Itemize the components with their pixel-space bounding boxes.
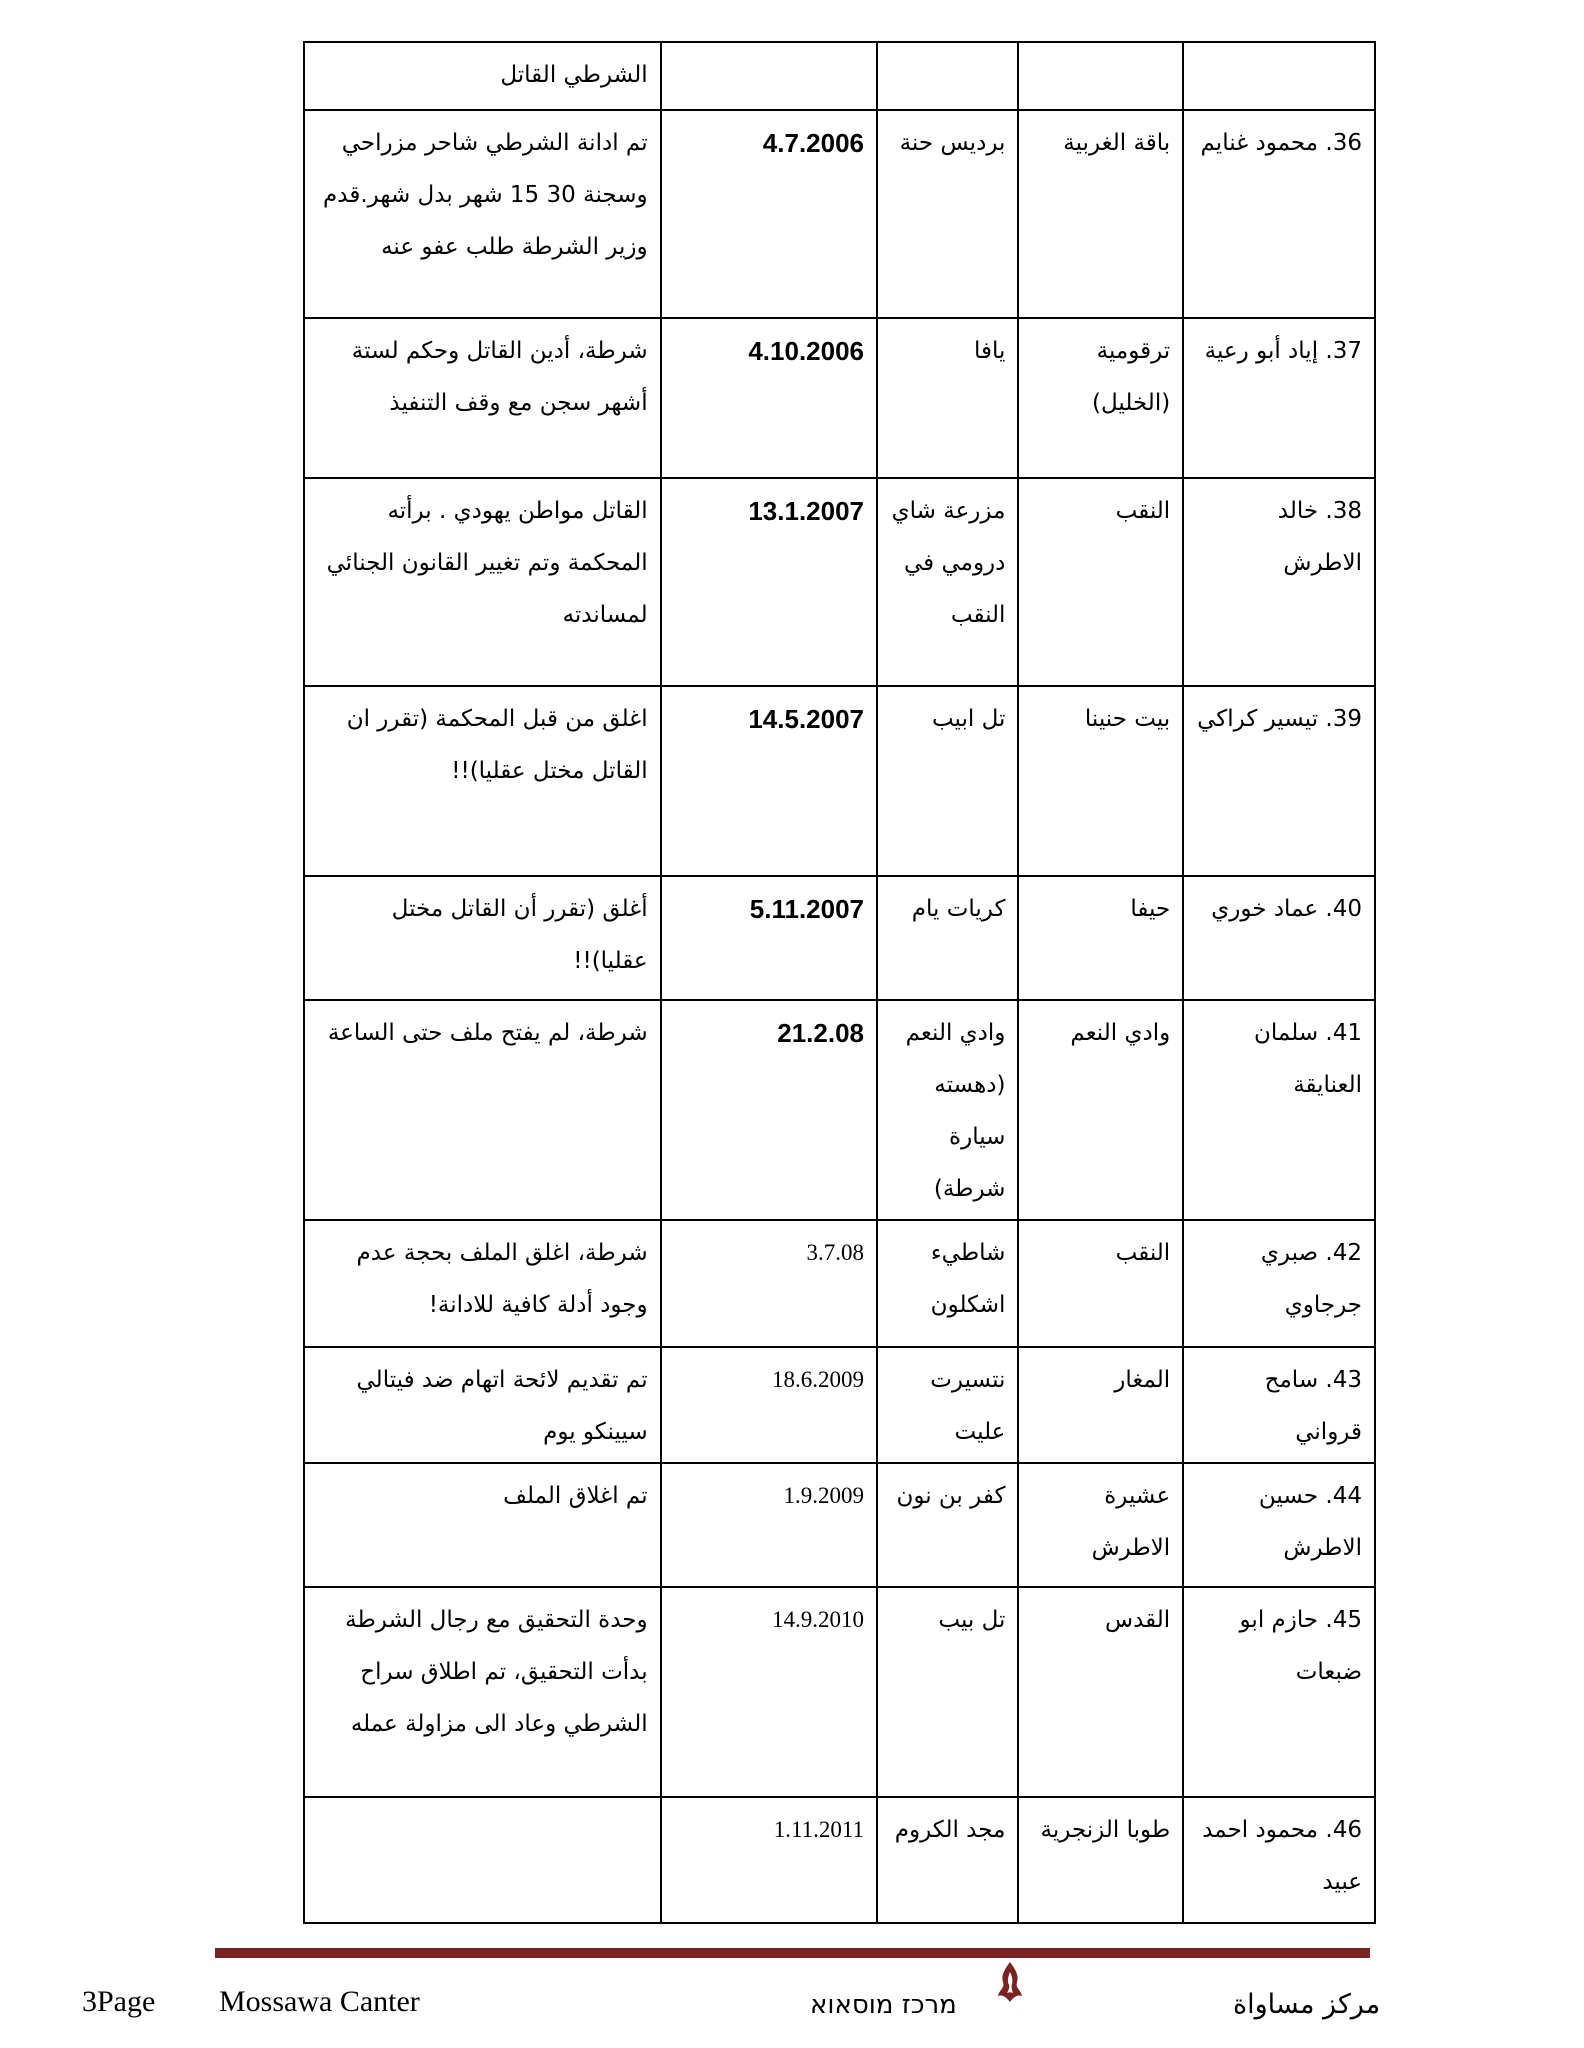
name-cell: 42. صبري جرجاوي bbox=[1183, 1220, 1375, 1347]
name-cell: 40. عماد خوري bbox=[1183, 876, 1375, 1000]
name-cell bbox=[1183, 42, 1375, 110]
place-cell: المغار bbox=[1018, 1347, 1183, 1463]
status-cell: تم تقديم لائحة اتهام ضد فيتالي سيينكو يوم bbox=[304, 1347, 661, 1463]
page-number: 3Page bbox=[82, 1985, 156, 2018]
date-cell bbox=[661, 42, 877, 110]
name-cell: 38. خالد الاطرش bbox=[1183, 478, 1375, 686]
status-cell: شرطة، أدين القاتل وحكم لستة أشهر سجن مع وقف التنفيذ bbox=[304, 318, 661, 478]
date-cell: 4.10.2006 bbox=[661, 318, 877, 478]
cases-table bbox=[303, 41, 1376, 1924]
location-cell: نتسيرت عليت bbox=[877, 1347, 1018, 1463]
location-cell: يافا bbox=[877, 318, 1018, 478]
date-cell: 13.1.2007 bbox=[661, 478, 877, 686]
date-cell: 1.9.2009 bbox=[661, 1463, 877, 1587]
table-row bbox=[304, 1000, 1375, 1220]
date-cell: 21.2.08 bbox=[661, 1000, 877, 1220]
footer-divider bbox=[215, 1948, 1370, 1958]
table-row bbox=[304, 318, 1375, 478]
status-cell: أغلق (تقرر أن القاتل مختل عقليا)!! bbox=[304, 876, 661, 1000]
status-cell: تم ادانة الشرطي شاحر مزراحي وسجنة 30 15 شهر بدل شهر.قدم وزير الشرطة طلب عفو عنه bbox=[304, 110, 661, 318]
place-cell: النقب bbox=[1018, 1220, 1183, 1347]
place-cell bbox=[1018, 42, 1183, 110]
location-cell: مزرعة شاي درومي في النقب bbox=[877, 478, 1018, 686]
place-cell: القدس bbox=[1018, 1587, 1183, 1797]
place-cell: باقة الغربية bbox=[1018, 110, 1183, 318]
table-row bbox=[304, 42, 1375, 110]
table-row bbox=[304, 478, 1375, 686]
name-cell: 37. إياد أبو رعية bbox=[1183, 318, 1375, 478]
table-row bbox=[304, 686, 1375, 876]
name-cell: 41. سلمان العنايقة bbox=[1183, 1000, 1375, 1220]
status-cell: اغلق من قبل المحكمة (تقرر ان القاتل مختل عقليا)!! bbox=[304, 686, 661, 876]
location-cell: كفر بن نون bbox=[877, 1463, 1018, 1587]
table-row bbox=[304, 1347, 1375, 1463]
date-cell: 18.6.2009 bbox=[661, 1347, 877, 1463]
date-cell: 4.7.2006 bbox=[661, 110, 877, 318]
status-cell: وحدة التحقيق مع رجال الشرطة بدأت التحقيق، تم اطلاق سراح الشرطي وعاد الى مزاولة عمله bbox=[304, 1587, 661, 1797]
table-row bbox=[304, 1797, 1375, 1923]
table-row bbox=[304, 1463, 1375, 1587]
location-cell: تل بيب bbox=[877, 1587, 1018, 1797]
name-cell: 36. محمود غنايم bbox=[1183, 110, 1375, 318]
place-cell: طوبا الزنجرية bbox=[1018, 1797, 1183, 1923]
status-cell bbox=[304, 1797, 661, 1923]
org-name-arabic: مركز مساواة bbox=[1233, 1989, 1381, 2020]
location-cell: كريات يام bbox=[877, 876, 1018, 1000]
org-name-english: Mossawa Canter bbox=[219, 1985, 420, 2018]
status-cell: تم اغلاق الملف bbox=[304, 1463, 661, 1587]
table-row bbox=[304, 110, 1375, 318]
status-cell: القاتل مواطن يهودي . برأته المحكمة وتم تغيير القانون الجنائي لمساندته bbox=[304, 478, 661, 686]
place-cell: ترقومية (الخليل) bbox=[1018, 318, 1183, 478]
place-cell: وادي النعم bbox=[1018, 1000, 1183, 1220]
place-cell: حيفا bbox=[1018, 876, 1183, 1000]
location-cell: مجد الكروم bbox=[877, 1797, 1018, 1923]
status-cell: الشرطي القاتل bbox=[304, 42, 661, 110]
location-cell bbox=[877, 42, 1018, 110]
name-cell: 44. حسين الاطرش bbox=[1183, 1463, 1375, 1587]
location-cell: شاطيء اشكلون bbox=[877, 1220, 1018, 1347]
name-cell: 46. محمود احمد عبيد bbox=[1183, 1797, 1375, 1923]
location-cell: تل ابيب bbox=[877, 686, 1018, 876]
location-cell: برديس حنة bbox=[877, 110, 1018, 318]
status-cell: شرطة، اغلق الملف بحجة عدم وجود أدلة كافية للادانة! bbox=[304, 1220, 661, 1347]
name-cell: 43. سامح قرواني bbox=[1183, 1347, 1375, 1463]
org-name-hebrew: מרכז מוסאוא bbox=[810, 1990, 957, 2020]
table-row bbox=[304, 1220, 1375, 1347]
table-row bbox=[304, 1587, 1375, 1797]
place-cell: عشيرة الاطرش bbox=[1018, 1463, 1183, 1587]
date-cell: 3.7.08 bbox=[661, 1220, 877, 1347]
name-cell: 45. حازم ابو ضبعات bbox=[1183, 1587, 1375, 1797]
name-cell: 39. تيسير كراكي bbox=[1183, 686, 1375, 876]
table-row bbox=[304, 876, 1375, 1000]
place-cell: النقب bbox=[1018, 478, 1183, 686]
date-cell: 1.11.2011 bbox=[661, 1797, 877, 1923]
location-cell: وادي النعم (دهسته سيارة شرطة) bbox=[877, 1000, 1018, 1220]
status-cell: شرطة، لم يفتح ملف حتى الساعة bbox=[304, 1000, 661, 1220]
place-cell: بيت حنينا bbox=[1018, 686, 1183, 876]
mossawa-logo-icon bbox=[995, 1960, 1025, 2004]
date-cell: 5.11.2007 bbox=[661, 876, 877, 1000]
date-cell: 14.5.2007 bbox=[661, 686, 877, 876]
date-cell: 14.9.2010 bbox=[661, 1587, 877, 1797]
